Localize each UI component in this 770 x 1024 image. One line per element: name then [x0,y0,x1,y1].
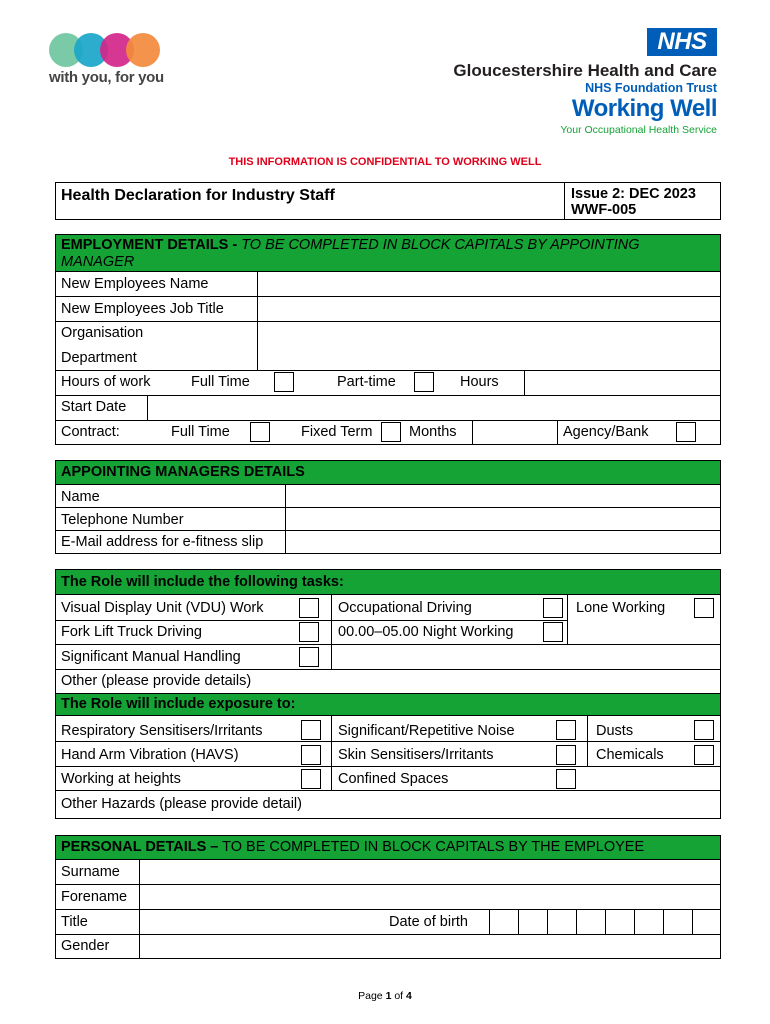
trust-name: Gloucestershire Health and Care [453,61,717,80]
label-occ-driving: Occupational Driving [338,600,472,616]
form-code: WWF-005 [571,202,637,218]
label-havs: Hand Arm Vibration (HAVS) [61,747,239,763]
managers-section [55,460,721,554]
forklift-checkbox[interactable] [299,622,319,642]
trust-subname: NHS Foundation Trust [585,81,717,95]
personal-heading: PERSONAL DETAILS – TO BE COMPLETED IN BLOCK CAPITALS BY THE EMPLOYEE [56,836,720,860]
exposure-heading: The Role will include exposure to: [56,693,720,716]
label-job-title: New Employees Job Title [61,301,224,317]
department-field[interactable] [258,346,720,370]
label-surname: Surname [61,864,120,880]
confined-checkbox[interactable] [556,769,576,789]
surname-field[interactable] [140,860,720,884]
label-full-time: Full Time [191,374,250,390]
email-field[interactable] [286,531,720,553]
noise-checkbox[interactable] [556,720,576,740]
label-forename: Forename [61,889,128,905]
label-hours: Hours [460,374,499,390]
hours-field[interactable] [525,371,720,395]
label-dob: Date of birth [389,914,468,930]
title-field[interactable] [140,910,376,934]
label-title: Title [61,914,88,930]
skin-checkbox[interactable] [556,745,576,765]
chemicals-checkbox[interactable] [694,745,714,765]
months-field[interactable] [473,421,557,444]
confidential-notice: THIS INFORMATION IS CONFIDENTIAL TO WORKING WELL [228,156,542,168]
part-time-checkbox[interactable] [414,372,434,392]
start-date-field[interactable] [148,396,720,420]
label-respiratory: Respiratory Sensitisers/Irritants [61,723,263,739]
label-other-details: Other (please provide details) [61,673,252,689]
service-title: Working Well [571,95,717,122]
form-title: Health Declaration for Industry Staff [61,187,335,204]
managers-heading: APPOINTING MANAGERS DETAILS [56,461,720,485]
label-department: Department [61,350,137,366]
label-telephone: Telephone Number [61,512,184,528]
havs-checkbox[interactable] [301,745,321,765]
label-manual-handling: Significant Manual Handling [61,649,241,665]
forename-field[interactable] [140,885,720,909]
personal-section [55,835,721,959]
label-months: Months [409,424,457,440]
label-contract-full-time: Full Time [171,424,230,440]
telephone-field[interactable] [286,508,720,530]
label-noise: Significant/Repetitive Noise [338,723,515,739]
label-confined: Confined Spaces [338,771,449,787]
label-dusts: Dusts [596,723,634,739]
label-chemicals: Chemicals [596,747,664,763]
form-header [55,182,721,220]
contract-full-time-checkbox[interactable] [250,422,270,442]
dusts-checkbox[interactable] [694,720,714,740]
logo-circle-orange [126,33,160,67]
night-working-checkbox[interactable] [543,622,563,642]
role-section [55,569,721,819]
other-details-field[interactable] [288,670,720,692]
label-gender: Gender [61,938,110,954]
occ-driving-checkbox[interactable] [543,598,563,618]
label-part-time: Part-time [337,374,396,390]
label-fixed-term: Fixed Term [301,424,373,440]
other-hazards-field[interactable] [326,791,720,818]
new-employee-name-field[interactable] [258,272,720,296]
respiratory-checkbox[interactable] [301,720,321,740]
service-tagline: Your Occupational Health Service [560,124,717,136]
page-number: Page 1 of 4 [358,990,412,1002]
label-vdu: Visual Display Unit (VDU) Work [61,600,264,616]
fixed-term-checkbox[interactable] [381,422,401,442]
job-title-field[interactable] [258,297,720,321]
gender-field[interactable] [140,935,720,958]
manual-handling-checkbox[interactable] [299,647,319,667]
label-agency-bank: Agency/Bank [563,424,649,440]
logo-tagline: with you, for you [49,69,164,86]
label-organisation: Organisation [61,325,144,341]
nhs-badge: NHS [647,28,717,56]
label-start-date: Start Date [61,399,127,415]
label-skin: Skin Sensitisers/Irritants [338,747,494,763]
dob-digit-boxes[interactable] [490,910,720,934]
label-contract: Contract: [61,424,120,440]
label-email: E-Mail address for e-fitness slip [61,534,264,550]
agency-bank-checkbox[interactable] [676,422,696,442]
full-time-checkbox[interactable] [274,372,294,392]
label-other-hazards: Other Hazards (please provide detail) [61,796,302,812]
manager-name-field[interactable] [286,485,720,507]
label-manager-name: Name [61,489,100,505]
lone-working-checkbox[interactable] [694,598,714,618]
label-night-working: 00.00–05.00 Night Working [338,624,514,640]
label-hours-of-work: Hours of work [61,374,151,390]
heights-checkbox[interactable] [301,769,321,789]
employment-heading: EMPLOYMENT DETAILS - TO BE COMPLETED IN BLOCK CAPITALS BY APPOINTING MANAGER [56,235,720,272]
tasks-heading: The Role will include the following tasks: [56,570,720,595]
label-forklift: Fork Lift Truck Driving [61,624,202,640]
label-heights: Working at heights [61,771,181,787]
label-new-employee-name: New Employees Name [61,276,209,292]
issue-label: Issue 2: DEC 2023 [571,186,696,202]
label-lone-working: Lone Working [576,600,666,616]
organisation-field[interactable] [258,322,720,346]
vdu-checkbox[interactable] [299,598,319,618]
employment-section [55,234,721,445]
